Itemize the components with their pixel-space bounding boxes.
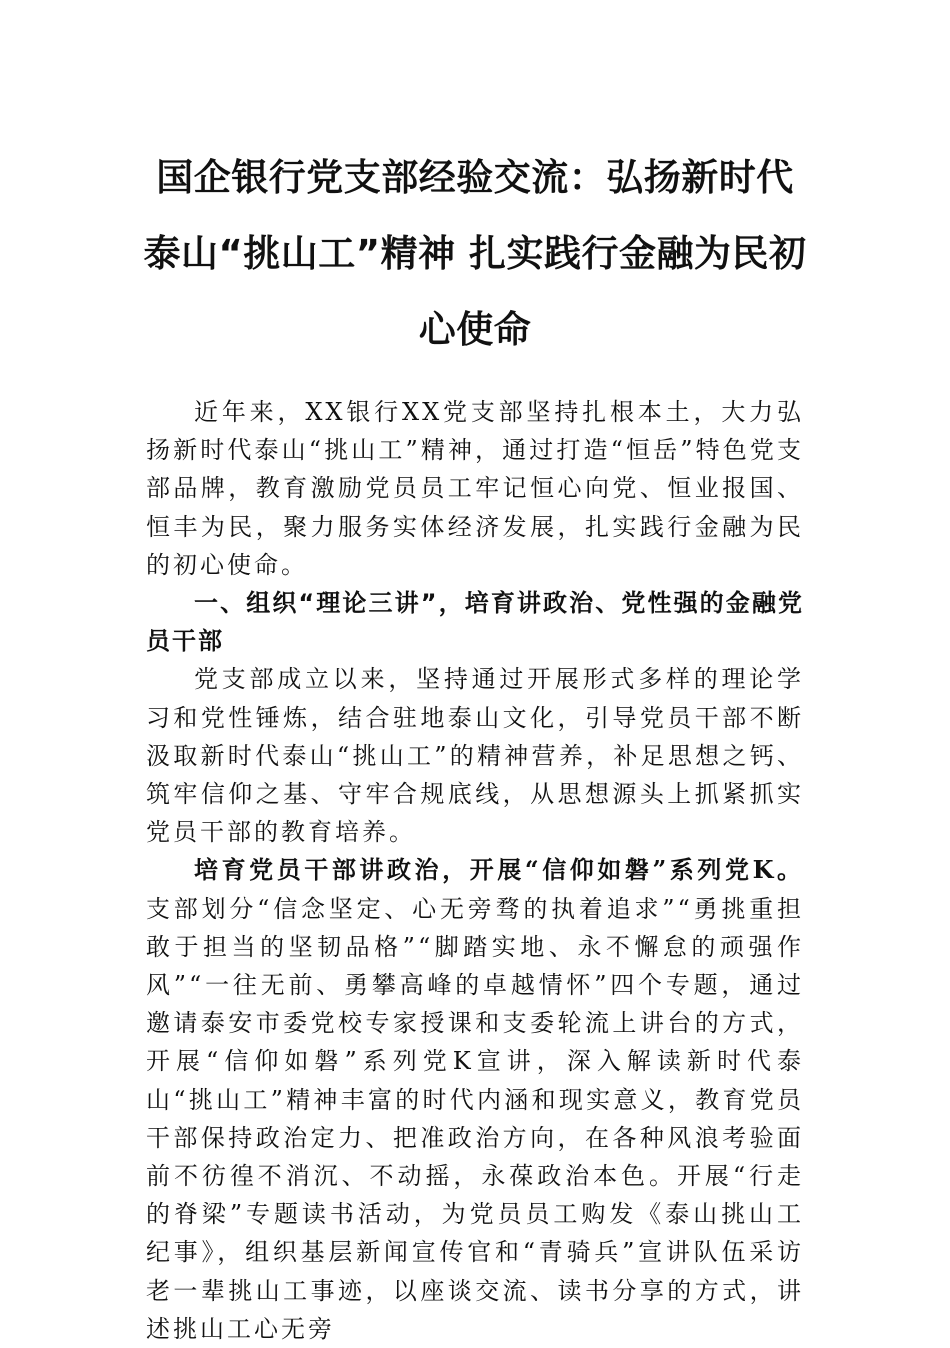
intro-paragraph: 近年来，XX银行XX党支部坚持扎根本土，大力弘扬新时代泰山“挑山工”精神，通过打造“恒岳”特色党支部品牌，教育激励党员员工牢记恒心向党、恒业报国、恒丰为民，聚力服务实体经济发展，扎实践行金融为民的初心使命。	[146, 398, 804, 579]
subsection-body: 支部划分“信念坚定、心无旁骛的执着追求”“勇挑重担敢于担当的坚韧品格”“脚踏实地、永不懈怠的顽强作风”“一往无前、勇攀高峰的卓越情怀”四个专题，通过邀请泰安市委党校专家授课和支委轮流上讲台的方式，开展“信仰如磐”系列党K宣讲，深入解读新时代泰山“挑山工”精神丰富的时代内涵和现实意义，教育党员干部保持政治定力、把准政治方向，在各种风浪考验面前不彷徨不消沉、不动摇，永葆政治本色。开展“行走的脊梁”专题读书活动，为党员员工购发《泰山挑山工纪事》，组织基层新闻宣传官和“青骑兵”宣讲队伍采访老一辈挑山工事迹，以座谈交流、读书分享的方式，讲述挑山工心无旁	[146, 894, 804, 1343]
subsection-lead: 培育党员干部讲政治，开展“信仰如磐”系列党K。	[194, 855, 804, 885]
section-1-paragraph: 党支部成立以来，坚持通过开展形式多样的理论学习和党性锤炼，结合驻地泰山文化，引导党员干部不断汲取新时代泰山“挑山工”的精神营养，补足思想之钙、筑牢信仰之基、守牢合规底线，从思想源头上抓紧抓实党员干部的教育培养。	[146, 665, 804, 847]
subsection-paragraph	[146, 851, 804, 1348]
section-heading-1: 一、组织“理论三讲”，培育讲政治、党性强的金融党员干部	[146, 589, 804, 656]
document-body	[146, 393, 804, 1348]
document-title: 国企银行党支部经验交流：弘扬新时代泰山“挑山工”精神 扎实践行金融为民初心使命	[143, 156, 807, 351]
